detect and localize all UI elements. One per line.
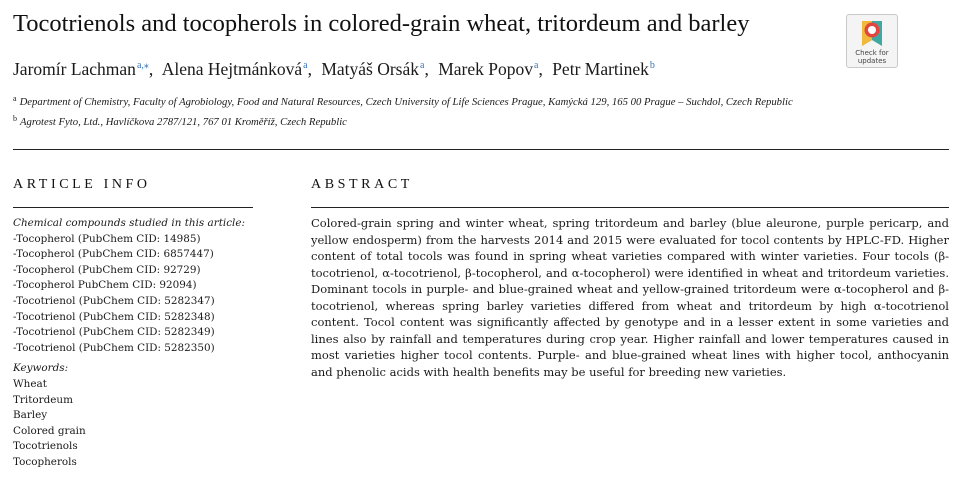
affiliation-b: $^b$ Agrotest Fyto, Ltd., Havlíčkova 2787/121, 767 01 Kroměříž, Czech Republic bbox=[13, 113, 347, 128]
compound-item: -Tocotrienol (PubChem CID: 5282348) bbox=[13, 310, 215, 323]
author-name[interactable]: Jaromír Lachman bbox=[13, 59, 136, 79]
author-name[interactable]: Petr Martinek bbox=[552, 59, 649, 79]
abstract-divider bbox=[311, 207, 949, 208]
affiliation-a: $^a$ Department of Chemistry, Faculty of Agrobiology, Food and Natural Resources, Czech University of Life Sciences Prague, Kamýcká 129, 165 00 Prague – Suchdol, Czech Republic bbox=[13, 94, 793, 108]
keyword-item: Tritordeum bbox=[13, 393, 73, 406]
crossmark-icon bbox=[859, 19, 885, 49]
author-affiliation-mark[interactable]: b bbox=[649, 60, 655, 71]
keyword-item: Tocopherols bbox=[13, 455, 77, 468]
abstract-text: Colored-grain spring and winter wheat, spring tritordeum and barley (blue aleurone, purple pericarp, and yellow endosperm) from the harvests 2014 and 2015 were evaluated for tocol contents by HPLC-FD. Higher content of total tocols was found in spring wheat varieties compared with winter varieties. Four tocols (β-tocotrienol, α-tocotrienol, β-tocopherol, and α-tocopherol) were identified in wheat and tritordeum varieties. Dominant tocols in purple- and blue-grained wheat and yellow-grained tritordeum were α-tocopherol and β-tocotrienol, whereas spring barley varieties differed from wheat and tritordeum by high α-tocotrienol content. Tocol content was significantly affected by genotype and in a lesser extent in some varieties and lines also by rainfall and temperatures during crop year. Higher rainfall and lower temperatures caused in most varieties higher tocol contents. Purple- and blue-grained wheat lines with higher tocol, anthocyanin and phenolic acids with health benefits may be useful for breeding new varieties. bbox=[311, 216, 949, 379]
check-for-updates-button[interactable] bbox=[846, 14, 898, 68]
author-affiliation-mark[interactable]: a bbox=[420, 60, 425, 71]
affiliations bbox=[13, 91, 843, 130]
author-name[interactable]: Marek Popov bbox=[438, 59, 533, 79]
author-name[interactable]: Matyáš Orsák bbox=[321, 59, 420, 79]
author-list: Jaromír Lachman$^{a,⁎}$, Alena Hejtmánková$^a$, Matyáš Orsák$^a$, Marek Popov$^a$, Petr Martinek$^b$ bbox=[13, 59, 655, 79]
compound-item: -Tocopherol (PubChem CID: 6857447) bbox=[13, 248, 214, 261]
article-info-heading: ARTICLE INFO bbox=[13, 177, 151, 192]
article-title: Tocotrienols and tocopherols in colored-grain wheat, tritordeum and barley bbox=[13, 10, 750, 37]
header-divider bbox=[13, 149, 949, 150]
keyword-item: Wheat bbox=[13, 377, 47, 390]
article-info-divider bbox=[13, 207, 253, 208]
badge-line-1: Check for bbox=[855, 49, 889, 57]
keywords-caption: Keywords: bbox=[13, 362, 69, 375]
badge-line-2: updates bbox=[857, 57, 887, 65]
author-affiliation-mark[interactable]: a bbox=[303, 60, 308, 71]
author-name[interactable]: Alena Hejtmánková bbox=[161, 59, 303, 79]
author-affiliation-mark[interactable]: a bbox=[534, 60, 539, 71]
compound-item: -Tocopherol PubChem CID: 92094) bbox=[13, 279, 197, 292]
keyword-item: Colored grain bbox=[13, 424, 86, 437]
compound-item: -Tocopherol (PubChem CID: 14985) bbox=[13, 232, 201, 245]
author-affiliation-mark[interactable]: a,⁎ bbox=[136, 60, 149, 71]
compound-item: -Tocopherol (PubChem CID: 92729) bbox=[13, 263, 201, 276]
keyword-item: Barley bbox=[13, 409, 48, 422]
compound-item: -Tocotrienol (PubChem CID: 5282350) bbox=[13, 341, 215, 354]
keyword-item: Tocotrienols bbox=[13, 440, 78, 453]
compound-item: -Tocotrienol (PubChem CID: 5282347) bbox=[13, 294, 215, 307]
compounds-caption: Chemical compounds studied in this article: bbox=[13, 217, 245, 229]
article-info-panel bbox=[13, 216, 258, 471]
abstract-heading: ABSTRACT bbox=[311, 177, 413, 192]
compound-item: -Tocotrienol (PubChem CID: 5282349) bbox=[13, 326, 215, 339]
